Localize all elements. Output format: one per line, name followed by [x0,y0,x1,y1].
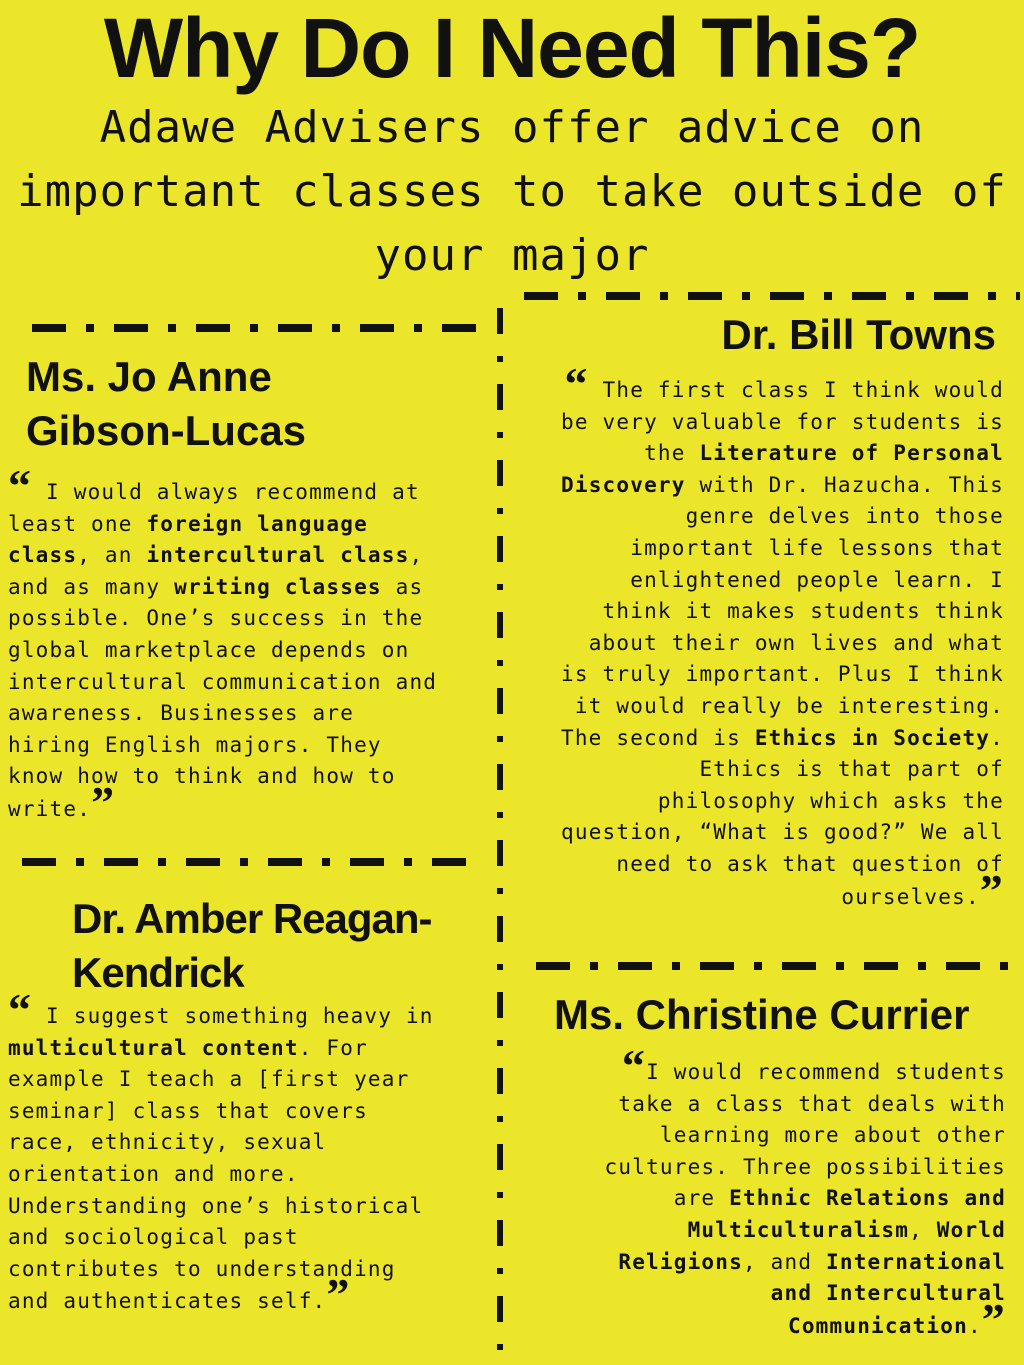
quote-text: . [967,1313,982,1338]
quote-text: . Ethics is that part of philosophy which asks the question, “What is good?” We all need to ask that question of ourselves. [561,725,1004,909]
course-name: World Religions [618,1217,1006,1274]
quote-text: as possible. One’s success in the global marketplace depends on intercultural communication and awareness. Businesses are hiring English majors. They know how to think and how to write. [8,574,438,821]
course-name: Ethics in Society [754,725,991,750]
adviser-name-reagan-kendrick [72,892,492,1000]
adviser-name-line: Gibson-Lucas [26,407,307,454]
adviser-name-line: Kendrick [72,949,244,996]
quote-gibson-lucas [8,460,440,828]
subtitle-line: important classes to take outside of [17,166,1007,217]
open-quote-icon: “ [564,358,589,409]
open-quote-icon: “ [621,1040,647,1091]
open-quote-icon: “ [8,460,33,511]
quote-towns [552,358,1004,916]
course-name: intercultural class [146,543,410,568]
adviser-name-line: Ms. Jo Anne [26,353,272,400]
adviser-name-towns: Dr. Bill Towns [721,311,996,358]
open-quote-icon: “ [8,984,33,1035]
quote-currier [590,1040,1006,1345]
quote-text: The first class I think would be very valuable for students is the [561,378,1004,466]
subtitle-line: Adawe Advisers offer advice on [99,102,925,153]
page-subtitle [10,96,1014,288]
close-quote-icon: ” [326,1269,351,1321]
close-quote-icon: ” [979,864,1004,916]
quote-text: I would always recommend at least one [8,480,420,536]
subtitle-line: your major [374,230,650,281]
page-title: Why Do I Need This? [103,1,921,95]
course-name: Literature of Personal Discovery [561,441,1004,497]
quote-text: , [909,1217,937,1242]
quote-text: , and as many [8,543,424,599]
adviser-name-line: Dr. Amber Reagan- [72,895,432,942]
course-name: International and Intercultural Communication [770,1249,1006,1338]
quote-text: . For example I teach a [first year seminar] class that covers race, ethnicity, sexual orientation and more. Understanding one’s historical and sociological past contributes to understanding and authenticates self. [8,1035,424,1314]
adviser-name-currier: Ms. Christine Currier [554,991,970,1038]
quote-reagan-kendrick [8,984,444,1321]
quote-text: , and [742,1249,827,1274]
course-name: foreign language class [8,511,368,568]
close-quote-icon: ” [91,776,116,828]
close-quote-icon: ” [981,1293,1006,1345]
course-name: Ethnic Relations and Multiculturalism [687,1186,1006,1242]
quote-text: with Dr. Hazucha. This genre delves into those important life lessons that enlightened people learn. I think it makes students think about their own lives and what is truly important. Plus I think it would really be interesting. The second is [561,472,1004,750]
adviser-name-gibson-lucas [26,350,486,458]
quote-text: I suggest something heavy in [46,1004,434,1028]
course-name: writing classes [174,574,382,599]
course-name: multicultural content [8,1035,299,1060]
quote-text: I would recommend students take a class that deals with learning more about other cultures. Three possibilities are [604,1060,1006,1211]
quote-text: , an [77,543,147,568]
